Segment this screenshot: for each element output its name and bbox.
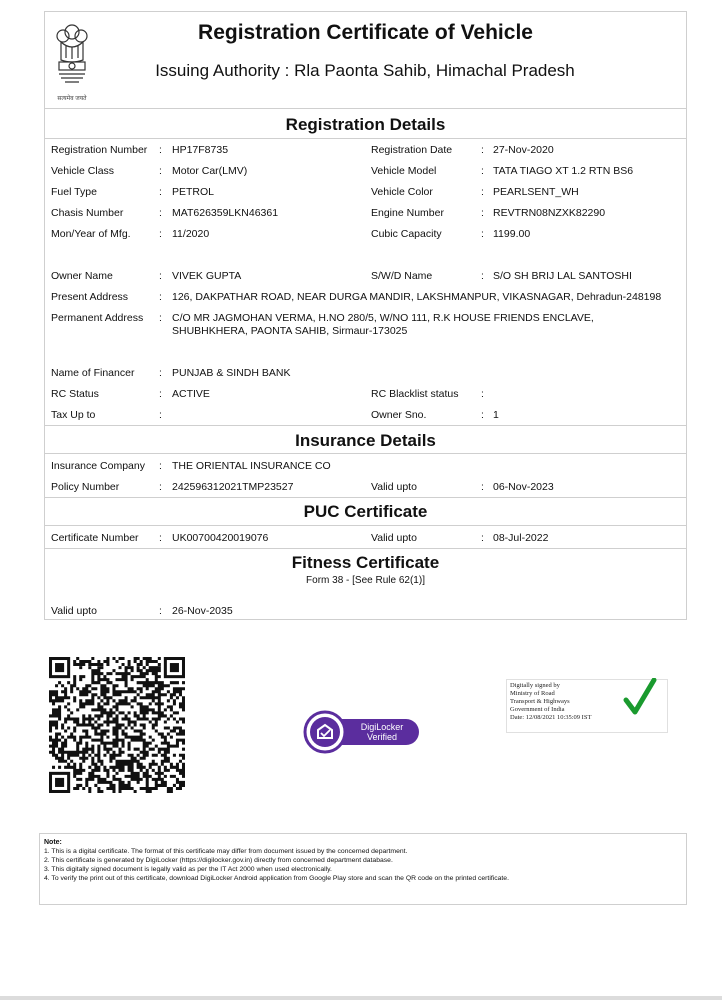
signature-line: Ministry of Road <box>510 690 555 697</box>
divider <box>45 425 686 426</box>
digilocker-label: DigiLocker <box>360 722 404 732</box>
owner-sno-label: Owner Sno. <box>371 409 427 421</box>
chasis-value: MAT626359LKN46361 <box>172 207 279 219</box>
colon: : <box>159 481 162 493</box>
reg-number-label: Registration Number <box>51 144 148 156</box>
rc-status-label: RC Status <box>51 388 99 400</box>
vehicle-color-value: PEARLSENT_WH <box>493 186 579 198</box>
rc-status-value: ACTIVE <box>172 388 210 400</box>
fuel-type-label: Fuel Type <box>51 186 97 198</box>
colon: : <box>159 228 162 240</box>
fuel-type-value: PETROL <box>172 186 215 198</box>
permanent-address-label: Permanent Address <box>51 312 144 324</box>
certificate-title: Registration Certificate of Vehicle <box>198 21 533 44</box>
engine-label: Engine Number <box>371 207 444 219</box>
colon: : <box>481 409 484 421</box>
fitness-valid-value: 26-Nov-2035 <box>172 605 233 617</box>
signature-text <box>510 682 591 722</box>
reg-number-value: HP17F8735 <box>172 144 229 156</box>
digital-signature-box <box>506 679 668 733</box>
present-address-label: Present Address <box>51 291 129 303</box>
qr-code <box>49 657 185 793</box>
signature-line: Government of India <box>510 706 565 713</box>
colon: : <box>159 312 162 324</box>
fitness-form-note: Form 38 - [See Rule 62(1)] <box>306 575 425 586</box>
cubic-capacity-value: 1199.00 <box>493 228 531 240</box>
divider <box>45 138 686 139</box>
certificate-card <box>44 11 687 620</box>
colon: : <box>159 291 162 303</box>
colon: : <box>159 409 162 421</box>
divider <box>45 525 686 526</box>
colon: : <box>481 388 484 400</box>
vehicle-model-value: TATA TIAGO XT 1.2 RTN BS6 <box>493 165 634 177</box>
colon: : <box>159 460 162 472</box>
colon: : <box>159 186 162 198</box>
note-line: 2. This certificate is generated by DigiLocker (https://digilocker.gov.in) directly from concerned department database. <box>44 857 393 864</box>
notes-box <box>39 833 687 905</box>
note-line: 1. This is a digital certificate. The format of this certificate may differ from document issued by the concerned department. <box>44 848 408 855</box>
cubic-capacity-label: Cubic Capacity <box>371 228 442 240</box>
engine-value: REVTRN08NZXK82290 <box>493 207 606 219</box>
rc-blacklist-label: RC Blacklist status <box>371 388 459 400</box>
vehicle-model-label: Vehicle Model <box>371 165 437 177</box>
insurance-valid-label: Valid upto <box>371 481 417 493</box>
colon: : <box>481 207 484 219</box>
mfg-value: 11/2020 <box>172 228 210 240</box>
puc-heading: PUC Certificate <box>303 502 428 521</box>
qr-finder-pattern <box>51 659 69 677</box>
vehicle-color-label: Vehicle Color <box>371 186 433 198</box>
colon: : <box>481 228 484 240</box>
tax-upto-label: Tax Up to <box>51 409 96 421</box>
colon: : <box>159 388 162 400</box>
swd-name-label: S/W/D Name <box>371 270 433 282</box>
note-line: 4. To verify the print out of this certificate, download DigiLocker Android application from Google Play store and scan the QR code on the printed certificate. <box>44 875 509 882</box>
fitness-valid-label: Valid upto <box>51 605 97 617</box>
permanent-address-value: C/O MR JAGMOHAN VERMA, H.NO 280/5, W/NO 111, R.K HOUSE FRIENDS ENCLAVE, SHUBHKHERA, PAONTA SAHIB, Sirmaur-173025 <box>172 312 594 337</box>
puc-cert-label: Certificate Number <box>51 532 139 544</box>
mfg-label: Mon/Year of Mfg. <box>51 228 131 240</box>
digilocker-verified-badge <box>303 709 421 757</box>
swd-name-value: S/O SH BRIJ LAL SANTOSHI <box>493 270 632 282</box>
colon: : <box>481 532 484 544</box>
qr-finder-pattern <box>51 773 69 791</box>
verified-label: Verified <box>366 732 398 742</box>
divider <box>45 497 686 498</box>
insurance-company-label: Insurance Company <box>51 460 145 472</box>
policy-number-value: 242596312021TMP23527 <box>172 481 294 493</box>
policy-number-label: Policy Number <box>51 481 120 493</box>
financer-label: Name of Financer <box>51 367 135 379</box>
divider <box>45 453 686 454</box>
owner-name-label: Owner Name <box>51 270 113 282</box>
note-line: 3. This digitally signed document is legally valid as per the IT Act 2000 when used electronically. <box>44 866 332 873</box>
colon: : <box>159 367 162 379</box>
insurance-company-value: THE ORIENTAL INSURANCE CO <box>172 460 331 472</box>
issuing-authority: Issuing Authority : Rla Paonta Sahib, Himachal Pradesh <box>155 61 575 80</box>
puc-valid-value: 08-Jul-2022 <box>493 532 549 544</box>
chasis-label: Chasis Number <box>51 207 124 219</box>
insurance-details-heading: Insurance Details <box>295 431 436 450</box>
signature-date: Date: 12/08/2021 10:35:09 IST <box>510 714 592 721</box>
reg-date-value: 27-Nov-2020 <box>493 144 554 156</box>
reg-date-label: Registration Date <box>371 144 453 156</box>
registration-details-heading: Registration Details <box>285 115 446 134</box>
emblem-caption: सत्यमेव जयते <box>57 96 87 102</box>
divider <box>45 548 686 549</box>
page-bottom-edge <box>0 996 722 1000</box>
colon: : <box>159 144 162 156</box>
colon: : <box>481 481 484 493</box>
puc-valid-label: Valid upto <box>371 532 417 544</box>
colon: : <box>159 605 162 617</box>
colon: : <box>481 165 484 177</box>
certificate-header <box>45 12 686 109</box>
colon: : <box>481 144 484 156</box>
present-address-value: 126, DAKPATHAR ROAD, NEAR DURGA MANDIR, LAKSHMANPUR, VIKASNAGAR, Dehradun-248198 <box>172 291 662 303</box>
colon: : <box>159 532 162 544</box>
owner-name-value: VIVEK GUPTA <box>172 270 242 282</box>
fitness-heading: Fitness Certificate <box>291 553 440 572</box>
signature-line: Digitally signed by <box>510 682 560 689</box>
puc-cert-value: UK00700420019076 <box>172 532 269 544</box>
colon: : <box>481 270 484 282</box>
colon: : <box>159 270 162 282</box>
colon: : <box>159 207 162 219</box>
colon: : <box>481 186 484 198</box>
notes-title: Note: <box>44 839 62 846</box>
financer-value: PUNJAB & SINDH BANK <box>172 367 291 379</box>
colon: : <box>159 165 162 177</box>
signature-line: Transport & Highways <box>510 698 570 705</box>
owner-sno-value: 1 <box>493 409 499 421</box>
insurance-valid-value: 06-Nov-2023 <box>493 481 554 493</box>
vehicle-class-value: Motor Car(LMV) <box>172 165 248 177</box>
qr-finder-pattern <box>165 659 183 677</box>
vehicle-class-label: Vehicle Class <box>51 165 115 177</box>
check-mark-icon <box>623 678 657 718</box>
